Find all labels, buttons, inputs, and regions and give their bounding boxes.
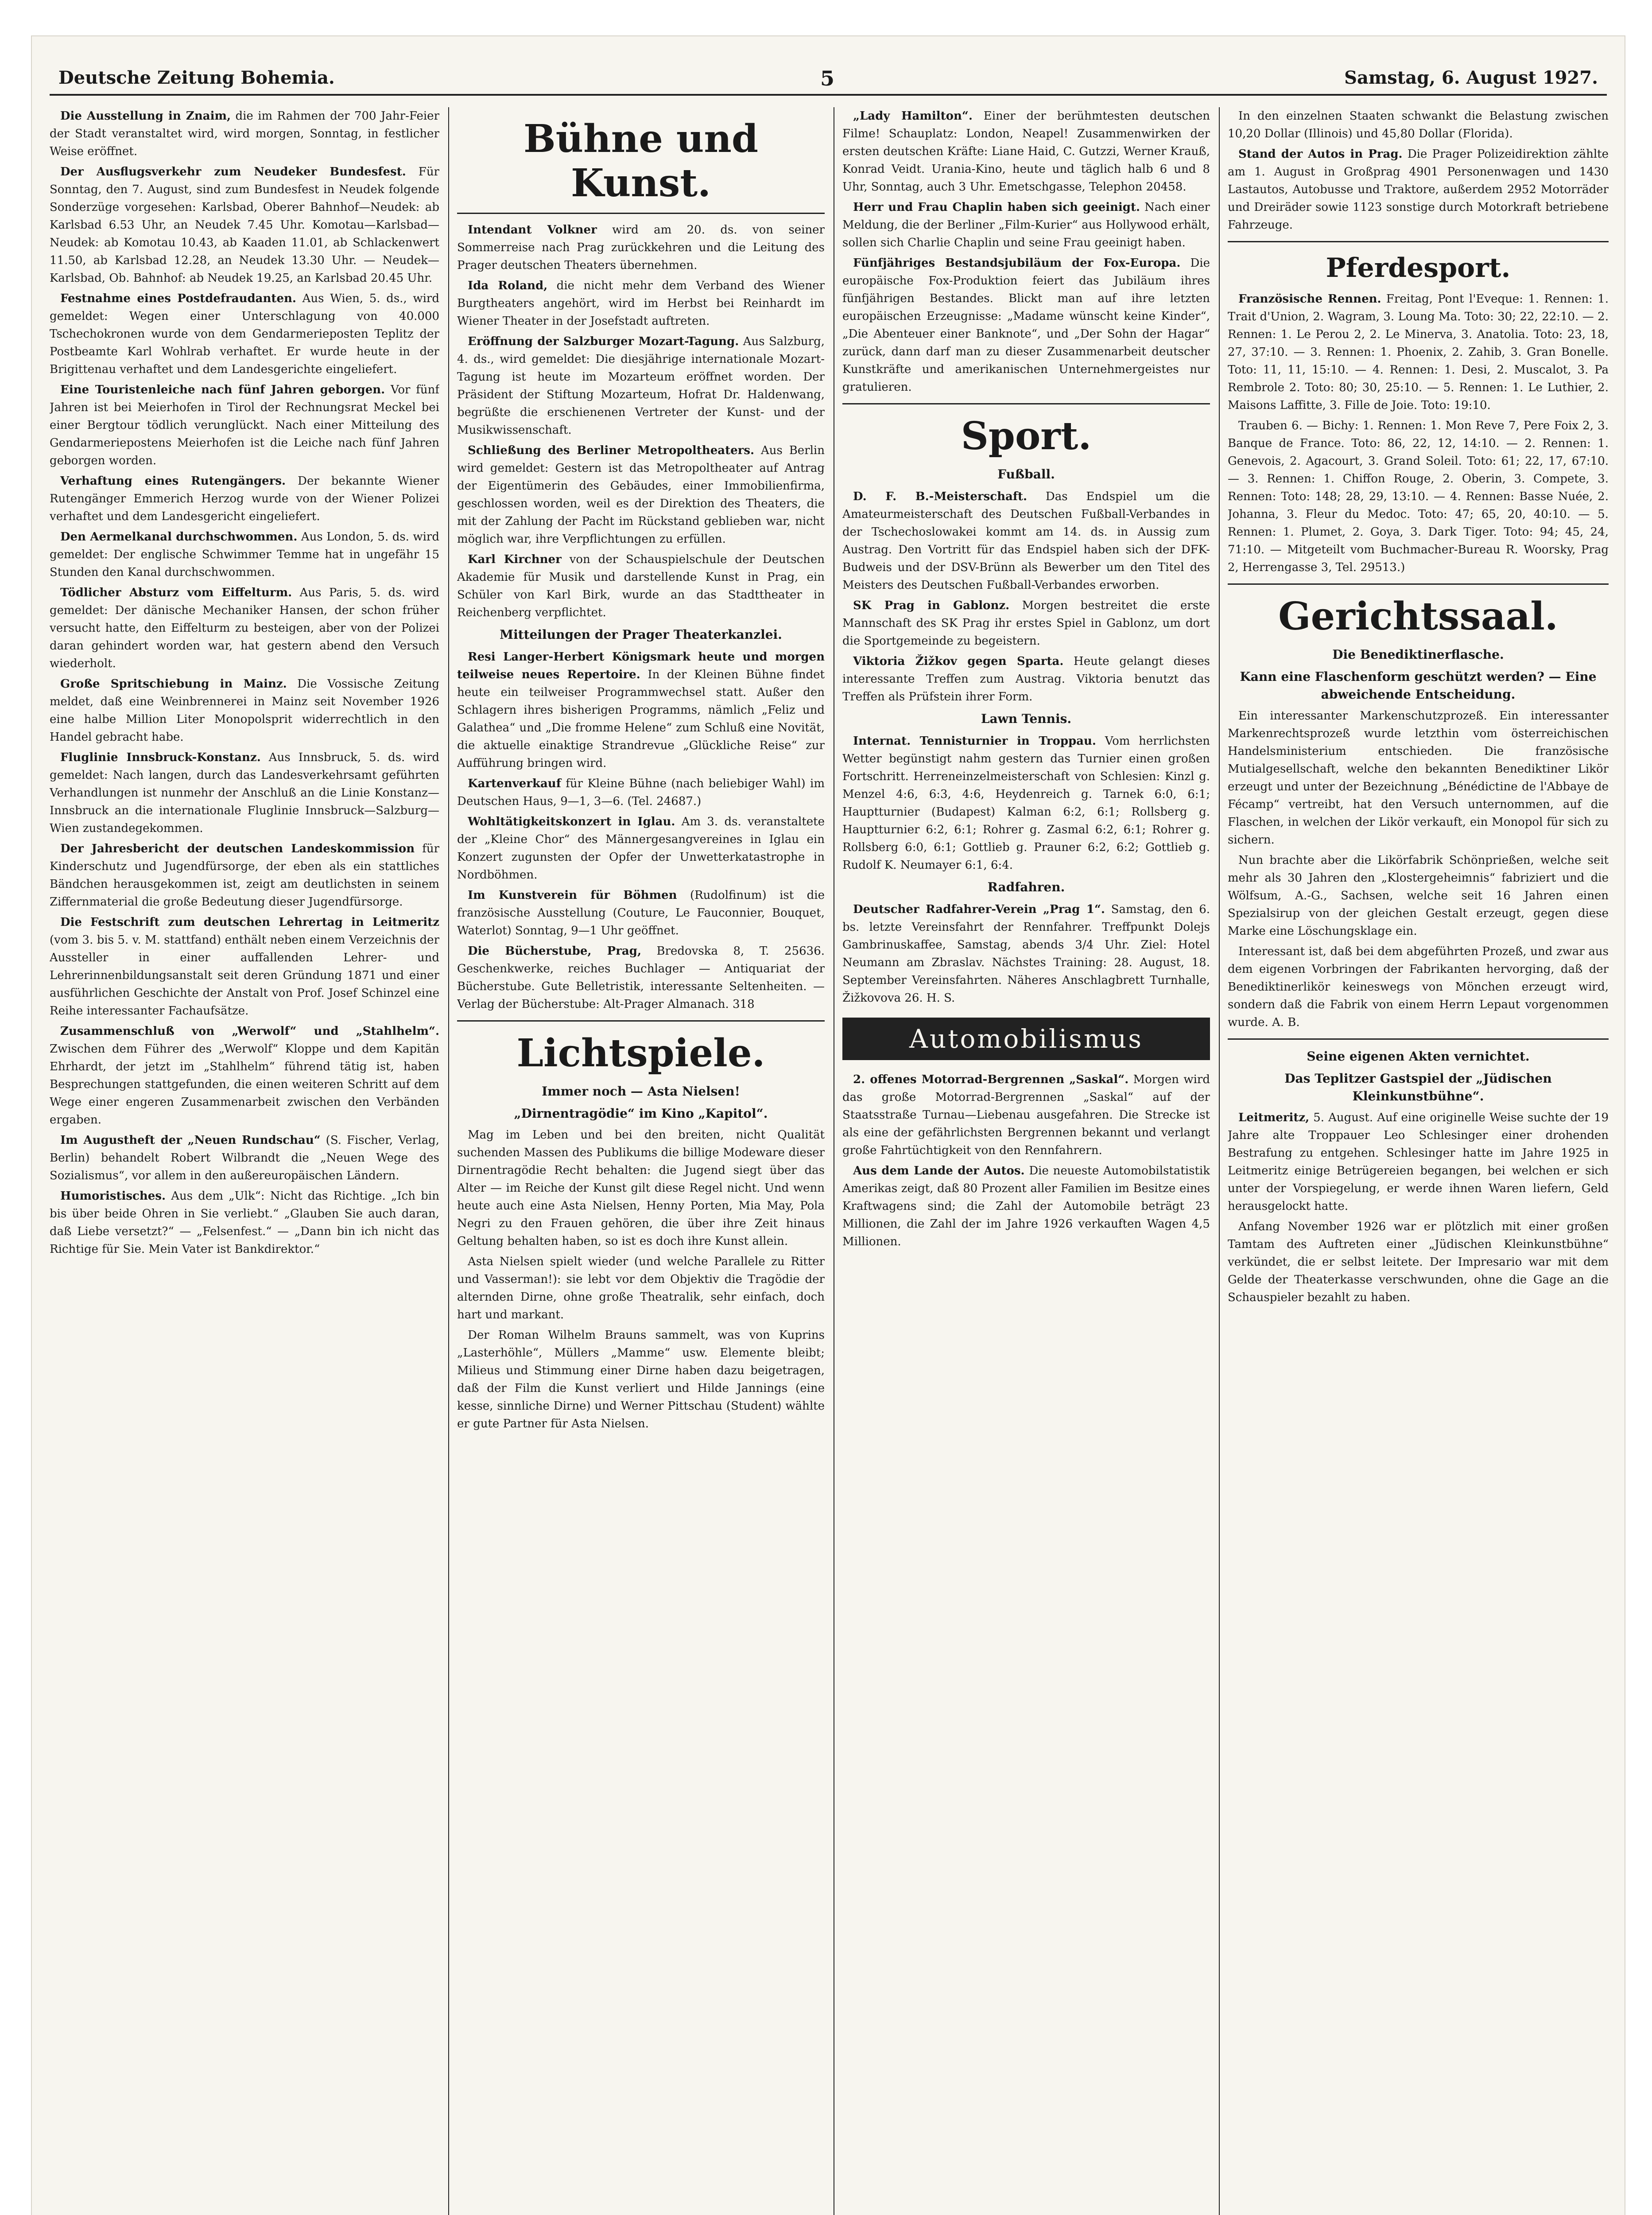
article-paragraph <box>50 1187 439 1258</box>
article-headline: Im Augustheft der „Neuen Rundschau“ <box>60 1134 321 1147</box>
article-text: Die europäische Fox-Produktion feiert das Jubiläum ihres fünfjährigen Bestandes. Blickt man auf ihre letzten europäischen Erzeugnisse: „Madame wünscht keine Kinder“, „Die Abenteuer einer Banknote“, und „Der Sohn der Hagar“ zurück, dann darf man zu dieser Zusammenarbeit deutscher Kunstkräfte und amerikanischen Unternehmergeistes nur gratulieren. <box>842 256 1210 394</box>
court-subheading-2: Kann eine Flaschenform geschützt werden? — Eine abweichende Entscheidung. <box>1240 669 1597 702</box>
article-paragraph <box>1228 1109 1609 1215</box>
divider <box>457 1020 825 1022</box>
column-rule <box>1219 107 1220 2215</box>
files-heading: Seine eigenen Akten vernichtet. <box>1307 1049 1530 1064</box>
article-paragraph <box>457 221 825 274</box>
article-paragraph <box>50 163 439 287</box>
cycling-articles <box>842 901 1210 1007</box>
court-articles <box>1228 707 1609 1031</box>
article-text: Vor fünf Jahren ist bei Meierhofen in Tirol der Rechnungsrat Meckel bei einer Bergtour tödlich verunglückt. Nach einer Mitteilung des Gendarmeriepostens Meierhofen ist die Leiche nach fünf Jahren geborgen worden. <box>50 383 439 467</box>
article-headline: Ida Roland, <box>468 279 548 292</box>
article-paragraph <box>457 442 825 548</box>
article-paragraph <box>457 813 825 884</box>
article-text: Die Vossische Zeitung meldet, daß eine Weinbrennerei in Mainz seit November 1926 eine halbe Million Liter Monopolsprit widerrechtlich in den Handel gebracht habe. <box>50 677 439 744</box>
local-news <box>50 107 439 1258</box>
article-paragraph <box>50 840 439 911</box>
article-paragraph <box>457 1126 825 1250</box>
article-text: Einer der berühmtesten deutschen Filme! Schauplatz: London, Neapel! Zusammenwirken der ersten deutschen Kräfte: Liane Haid, C. Gutzzi, Werner Krauß, Konrad Veidt. Urania-Kino, heute und täglich halb 6 und 8 Uhr, Sonntag, auch 3 Uhr. Emetschgasse, Telephon 20458. <box>842 109 1210 194</box>
article-headline: Der Ausflugsverkehr zum Neudeker Bundesfest. <box>60 165 406 179</box>
film-news <box>842 107 1210 396</box>
article-paragraph <box>457 886 825 940</box>
article-text: Aus Paris, 5. ds. wird gemeldet: Der dänische Mechaniker Hansen, der schon früher versucht hatte, den Eiffelturm zu besteigen, aber von der Polizei daran gehindert worden war, hat gestern abend den Versuch wiederholt. <box>50 586 439 670</box>
article-paragraph <box>457 1253 825 1324</box>
article-text: Aus dem „Ulk“: Nicht das Richtige. „Ich bin bis über beide Ohren in Sie verliebt.“ „Glauben Sie auch daran, daß Liebe versetzt?“ — „Felsenfest.“ — „Dann bin ich nicht das Richtige für Sie. Mein Vater ist Bankdirektor.“ <box>50 1189 439 1256</box>
divider <box>842 403 1210 404</box>
article-headline: Wohltätigkeitskonzert in Iglau. <box>468 815 675 828</box>
article-headline: Die Festschrift zum deutschen Lehrertag in Leitmeritz <box>60 916 439 929</box>
cinema-subheading: Immer noch — Asta Nielsen! <box>542 1084 740 1099</box>
article-headline: Französische Rennen. <box>1238 292 1381 306</box>
column-3 <box>842 107 1210 2215</box>
article-paragraph <box>842 198 1210 252</box>
article-text: Aus Berlin wird gemeldet: Gestern ist das Metropoltheater auf Antrag der Eigentümerin des Gebäudes, einer Immobilienfirma, geschlossen worden, weil es der Direktion des Theaters, die mit der Zahlung der Pacht im Rückstand geblieben war, nicht möglich war, ihre Verpflichtungen zu erfüllen. <box>457 444 825 546</box>
article-text: Für Sonntag, den 7. August, sind zum Bundesfest in Neudek folgende Sonderzüge vorgesehen: Karlsbad, Oberer Bahnhof—Neudek: ab Karlsbad 6.53 Uhr, an Neudek 7.45 Uhr. Komotau—Karlsbad—Neudek: ab Komotau 10.43, ab Kaaden 11.01, ab Schlackenwert 11.50, ab Karlsbad 12.28, an Neudek 13.30 Uhr. — Neudek—Karlsbad, Ob. Bahnhof: ab Neudek 19.25, an Karlsbad 20.45 Uhr. <box>50 165 439 285</box>
article-headline: Große Spritschiebung in Mainz. <box>60 677 287 691</box>
article-paragraph <box>457 277 825 330</box>
article-paragraph <box>50 107 439 160</box>
section-title-court: Gerichtssaal. <box>1278 594 1558 639</box>
article-text: Freitag, Pont l'Eveque: 1. Rennen: 1. Trait d'Union, 2. Wagram, 3. Loung Ma. Toto: 30; 22, 22:10. — 2. Rennen: 1. Le Perou 2, 2. Le Minerva, 3. Anatolia. Toto: 23, 18, 27, 37:10. — 3. Rennen: 1. Phoenix, 2. Zahib, 3. Gran Bonelle. Toto: 11, 11, 15:10. — 4. Rennen: 1. Desi, 2. Muscalot, 3. Pa Rembrole 2. Toto: 80; 30, 25:10. — 5. Rennen: 1. Le Luthier, 2. Maisons Laffitte, 3. Fille de Joie. Toto: 19:10. <box>1228 292 1609 412</box>
divider <box>457 213 825 214</box>
article-paragraph <box>50 1131 439 1185</box>
article-paragraph <box>457 551 825 622</box>
theatre-office-heading: Mitteilungen der Prager Theaterkanzlei. <box>500 627 782 642</box>
article-headline: „Lady Hamilton“. <box>853 109 973 123</box>
article-paragraph <box>457 1326 825 1433</box>
article-paragraph <box>1228 1218 1609 1306</box>
article-headline: Verhaftung eines Rutengängers. <box>60 474 286 488</box>
article-paragraph <box>1228 851 1609 940</box>
newspaper-name: Deutsche Zeitung Bohemia. <box>58 67 335 88</box>
court-subheading: Die Benediktinerflasche. <box>1332 647 1504 662</box>
article-text: Trauben 6. — Bichy: 1. Rennen: 1. Mon Reve 7, Pere Foix 2, 3. Banque de France. Toto: 86, 22, 12, 14:10. — 2. Rennen: 1. Genevois, 2. Agacourt, 3. Grand Soleil. Toto: 61; 22, 17, 67:10. — 3. Rennen: 1. Chiffon Rouge, 2. Oberin, 3. Compete, 3. Rennen: Toto: 148; 28, 29, 13:10. — 4. Rennen: Basse Nuée, 2. Johanna, 3. Fleur du Medoc. Toto: 47; 65, 20, 40:10. — 5. Rennen: 1. Plumet, 2. Goya, 3. Dark Tiger. Toto: 94; 45, 24, 71:10. — Mitgeteilt vom Buchmacher-Bureau R. Woorsky, Prag 2, Herrengasse 3, Tel. 29513.) <box>1228 419 1609 574</box>
section-title-cinema: Lichtspiele. <box>516 1031 765 1076</box>
article-text: Vom herrlichsten Wetter begünstigt nahm gestern das Turnier einen großen Fortschritt. Herreneinzelmeisterschaft von Schlesien: Kinzl g. Menzel 4:6, 6:3, 4:6, Heydenreich g. Tarnek 6:0, 6:1; Hauptturnier (Budapest) Kalman 6:2, 6:1; Rollsberg g. Hauptturnier 6:2, 6:1; Rohrer g. Zasmal 6:2, 6:1; Rohrer g. Rollsberg 6:0, 6:1; Gottlieb g. Prauner 6:2, 6:2; Gottlieb g. Rudolf K. Neumayer 6:1, 6:4. <box>842 734 1210 872</box>
section-title-horse-racing: Pferdesport. <box>1326 253 1511 284</box>
divider <box>1228 1038 1609 1040</box>
article-text: Zwischen dem Führer des „Werwolf“ Kloppe und dem Kapitän Ehrhardt, der jetzt im „Stahlhelm“ führend tätig ist, haben Besprechungen stattgefunden, die einen weiteren Schritt auf dem Wege einer engeren Zusammenarbeit zwischen den Verbänden ergaben. <box>50 1042 439 1127</box>
cinema-subheading-2: „Dirnentragödie“ im Kino „Kapitol“. <box>514 1106 768 1121</box>
article-paragraph <box>842 488 1210 594</box>
article-paragraph <box>50 528 439 581</box>
article-headline: Fünfjähriges Bestandsjubiläum der Fox-Europa. <box>853 256 1181 270</box>
article-text: In den einzelnen Staaten schwankt die Belastung zwischen 10,20 Dollar (Illinois) und 45,80 Dollar (Florida). <box>1228 109 1609 140</box>
article-text: Die Prager Polizeidirektion zählte am 1. August in Großprag 4901 Personenwagen und 1430 Lastautos, Autobusse und Traktore, außerdem 2952 Motorräder und Dreiräder sowie 1123 sonstige durch Motorkraft betriebene Fahrzeuge. <box>1228 148 1609 232</box>
auto-stats <box>1228 107 1609 234</box>
article-headline: Herr und Frau Chaplin haben sich geeinigt. <box>853 201 1140 214</box>
article-text: Der bekannte Wiener Rutengänger Emmerich Herzog wurde von der Wiener Polizei verhaftet und dem Landesgericht eingeliefert. <box>50 474 439 523</box>
article-paragraph <box>457 942 825 1013</box>
tennis-articles <box>842 732 1210 874</box>
running-head <box>50 58 1607 96</box>
divider <box>1228 583 1609 585</box>
article-paragraph <box>50 749 439 837</box>
article-paragraph <box>457 333 825 439</box>
column-1 <box>50 107 439 2215</box>
article-paragraph <box>1228 943 1609 1031</box>
article-headline: D. F. B.-Meisterschaft. <box>853 490 1028 503</box>
article-paragraph <box>50 472 439 525</box>
article-paragraph <box>842 107 1210 196</box>
article-headline: Der Jahresbericht der deutschen Landeskommission <box>60 842 415 855</box>
cycling-heading: Radfahren. <box>987 880 1065 894</box>
article-paragraph <box>50 381 439 470</box>
article-headline: Die Bücherstube, Prag, <box>468 944 642 958</box>
files-subheading: Das Teplitzer Gastspiel der „Jüdischen Kleinkunstbühne“. <box>1284 1071 1552 1104</box>
article-text: Anfang November 1926 war er plötzlich mit einer großen Tamtam des Auftreten einer „Jüdischen Kleinkunstbühne“ verkündet, die er selbst leitete. Der Impresario war mit dem Gelde der Theaterkasse verschwunden, ohne die Gage an die Schauspieler bezahlt zu haben. <box>1228 1220 1609 1304</box>
issue-date: Samstag, 6. August 1927. <box>1344 67 1598 88</box>
article-text: Morgen bestreitet die erste Mannschaft des SK Prag ihr erstes Spiel in Gablonz, um dort die Sportgemeinde zu begeistern. <box>842 599 1210 648</box>
horse-racing-articles <box>1228 290 1609 576</box>
article-headline: Karl Kirchner <box>468 553 562 566</box>
automobilism-articles <box>842 1071 1210 1251</box>
article-headline: Schließung des Berliner Metropoltheaters. <box>468 444 755 457</box>
article-headline: 2. offenes Motorrad-Bergrennen „Saskal“. <box>853 1073 1129 1086</box>
divider <box>1228 241 1609 242</box>
article-headline: Intendant Volkner <box>468 223 597 237</box>
article-headline: Den Aermelkanal durchschwommen. <box>60 530 298 544</box>
article-text: Aus Salzburg, 4. ds., wird gemeldet: Die diesjährige internationale Mozart-Tagung ist heute im Mozarteum eröffnet worden. Der Präsident der Stiftung Mozarteum, Hofrat Dr. Haldenwang, begrüßte die erschienenen Vertreter der Kunst- und der Musikwissenschaft. <box>457 335 825 437</box>
article-paragraph <box>50 913 439 1020</box>
section-title-sport: Sport. <box>961 414 1092 459</box>
article-text: Nach einer Meldung, die der Berliner „Film-Kurier“ aus Hollywood erhält, sollen sich Charlie Chaplin und seine Frau geeinigt haben. <box>842 201 1210 249</box>
article-headline: Kartenverkauf <box>468 777 561 790</box>
article-paragraph <box>1228 145 1609 234</box>
article-text: Nun brachte aber die Likörfabrik Schönprießen, welche seit mehr als 30 Jahren den „Klostergeheimnis“ fabriziert und die Wölfsum, A.-G., Sachsen, welche seit 16 Jahren einen Spezialsirup von der gleichen Gestalt erzeugt, gegen diese Marke eine Löschungsklage ein. <box>1228 854 1609 938</box>
article-paragraph <box>50 290 439 378</box>
article-headline: Zusammenschluß von „Werwolf“ und „Stahlhelm“. <box>60 1025 439 1038</box>
article-headline: Fluglinie Innsbruck-Konstanz. <box>60 751 261 764</box>
article-headline: Die Ausstellung in Znaim, <box>60 109 231 123</box>
article-headline: Eröffnung der Salzburger Mozart-Tagung. <box>468 335 739 348</box>
article-paragraph <box>1228 417 1609 576</box>
article-text: (S. Fischer, Verlag, Berlin) behandelt Robert Wilbrandt die „Neuen Wege des Sozialismus“, vor allem in den außereuropäischen Ländern. <box>50 1134 439 1182</box>
article-text: wird am 20. ds. von seiner Sommerreise nach Prag zurückkehren und die Leitung des Prager deutschen Theaters übernehmen. <box>457 223 825 272</box>
article-text: für Kinderschutz und Jugendfürsorge, der eben als ein stattliches Bändchen herausgekommen ist, zeigt am deutlichsten in seinem Ziffernmaterial die große Bedeutung dieser Jugendfürsorge. <box>50 842 439 909</box>
article-paragraph <box>842 901 1210 1007</box>
article-paragraph <box>1228 290 1609 414</box>
article-text: Aus Wien, 5. ds., wird gemeldet: Wegen einer Unterschlagung von 40.000 Tschechokronen wurde von dem Gendarmerieposten Teplitz der Postbeamte Karl Wohlrab verhaftet. Er wurde heute in der Brigittenau verhaftet und dem Landesgerichte eingeliefert. <box>50 292 439 376</box>
article-text: Aus Innsbruck, 5. ds. wird gemeldet: Nach langen, durch das Landesverkehrsamt geführten Verhandlungen ist nunmehr der Anschluß an die Linie Konstanz—Innsbruck an die internationale Fluglinie Innsbruck—Salzburg—Wien zustandegekommen. <box>50 751 439 835</box>
article-headline: Aus dem Lande der Autos. <box>853 1164 1025 1177</box>
article-text: Mag im Leben und bei den breiten, nicht Qualität suchenden Massen des Publikums die billige Modeware dieser Dirnentragödie Recht behalten: die Jugend siegt über das Alter — im Reiche der Kunst gilt diese Regel nicht. Und wenn heute auch eine Asta Nielsen, Henny Porten, Mia May, Pola Negri zu den Frauen gehören, die über ihre Zeit hinaus Geltung behalten haben, so ist es doch ihre Kunst allein. <box>457 1128 825 1248</box>
article-text: In der Kleinen Bühne findet heute ein teilweiser Programmwechsel statt. Außer den Schlagern ihres bisherigen Programms, nämlich „Feliz und Galathea“ und „Die fromme Helene“ zum Schluß eine Novität, die aktuelle einaktige Strandrevue „Glückliche Reise“ zur Aufführung bringen wird. <box>457 668 825 770</box>
column-2 <box>457 107 825 2215</box>
article-text: Aus London, 5. ds. wird gemeldet: Der englische Schwimmer Temme hat in ungefähr 15 Stunden den Kanal durchschwommen. <box>50 530 439 579</box>
article-text: Ein interessanter Markenschutzprozeß. Ein interessanter Markenrechtsprozeß wurde letzthin vom österreichischen Handelsministerium entschieden. Die französische Mutialgesellschaft, welche den bekannten Benediktiner Likör erzeugt und unter der Bezeichnung „Bénédictine de l'Abbaye de Fécamp“ vertreibt, hat den Versuch unternommen, auf die Flaschen, in welchen der Likör verkauft, ein Monopol für sich zu sichern. <box>1228 709 1609 847</box>
article-text: Das Endspiel um die Amateurmeisterschaft des Deutschen Fußball-Verbandes in der Tschechoslowakei kommt am 14. ds. in Aussig zum Austrag. Den Vortritt für das Endspiel haben sich der DFK-Budweis und der DSV-Brünn als Bewerber um den Titel des Meisters des Deutschen Fußball-Verbandes erworben. <box>842 490 1210 592</box>
article-text: 5. August. Auf eine originelle Weise suchte der 19 Jahre alte Troppauer Leo Schlesinger einer drohenden Bestrafung zu entgehen. Schlesinger hatte im Jahre 1925 in Leitmeritz einige Betrügereien begangen, bei welchen er sich unter der Vorspiegelung, er werde ihnen Waren liefern, Geld herausgelockt hatte. <box>1228 1111 1609 1213</box>
article-paragraph <box>457 775 825 810</box>
article-paragraph <box>842 597 1210 650</box>
article-headline: Humoristisches. <box>60 1189 166 1203</box>
article-text: Heute gelangt dieses interessante Treffen zum Austrag. Viktoria benutzt das Treffen als Prüfstein ihrer Form. <box>842 655 1210 703</box>
page-number: 5 <box>820 66 835 90</box>
article-paragraph <box>842 254 1210 396</box>
article-paragraph <box>842 1071 1210 1159</box>
article-text: Bredovska 8, T. 25636. Geschenkwerke, reiches Buchlager — Antiquariat der Bücherstube. Gute Belletristik, interessante Seltenheiten. — Verlag der Bücherstube: Alt-Prager Almanach. 318 <box>457 944 825 1011</box>
files-articles <box>1228 1109 1609 1306</box>
article-headline: Leitmeritz, <box>1238 1111 1310 1124</box>
article-headline: Deutscher Radfahrer-Verein „Prag 1“. <box>853 903 1105 916</box>
column-4 <box>1228 107 1609 2215</box>
article-paragraph <box>50 675 439 746</box>
article-text: Interessant ist, daß bei dem abgeführten Prozeß, und zwar aus dem eigenen Vorbringen der Fabrikanten hervorging, daß der Benediktinerlikör keineswegs von Mönchen erzeugt wird, sondern daß die Fabrik von einem Herrn Lepaut vorgenommen wurde. A. B. <box>1228 945 1609 1029</box>
article-headline: Stand der Autos in Prag. <box>1238 148 1403 161</box>
cinema-articles <box>457 1126 825 1433</box>
article-paragraph <box>457 648 825 772</box>
article-text: Samstag, den 6. bs. letzte Vereinsfahrt der Rennfahrer. Treffpunkt Dolejs Gambrinuskaffee, Samstag, abends 3/4 Uhr. Ziel: Hotel Neumann am Zbraslav. Nächstes Training: 28. August, 18. September Vereinsfahrten. Näheres Anschlagbrett Turnhalle, Žižkovova 26. H. S. <box>842 903 1210 1005</box>
article-text: die im Rahmen der 700 Jahr-Feier der Stadt veranstaltet wird, wird morgen, Sonntag, in festlicher Weise eröffnet. <box>50 109 439 158</box>
article-text: die nicht mehr dem Verband des Wiener Burgtheaters angehört, wird im Herbst bei Reinhardt im Wiener Theater in der Josefstadt auftreten. <box>457 279 825 328</box>
stage-art-articles <box>457 221 825 622</box>
article-text: (Rudolfinum) ist die französische Ausstellung (Couture, Le Fauconnier, Bouquet, Waterlot) Sonntag, 9—1 Uhr geöffnet. <box>457 889 825 937</box>
article-text: von der Schauspielschule der Deutschen Akademie für Musik und darstellende Kunst in Prag, ein Schüler von Karl Birk, wurde an das Stadttheater in Reichenberg verpflichtet. <box>457 553 825 619</box>
article-text: Morgen wird das große Motorrad-Bergrennen „Saskal“ auf der Staatsstraße Turnau—Liebenau ausgefahren. Die Strecke ist als eine der gefährlichsten Bergrennen bekannt und verlangt große Fahrtüchtigkeit von den Rennfahrern. <box>842 1073 1210 1157</box>
football-heading: Fußball. <box>997 467 1055 482</box>
article-text: (vom 3. bis 5. v. M. stattfand) enthält neben einem Verzeichnis der Aussteller in einer auffallenden Lehrer- und Lehrerinnenbildungsanstalt seit deren Gründung 1871 und einer ausführlichen Geschichte der Anstalt von Prof. Josef Schinzel eine Reihe interessanter Fachaufsätze. <box>50 933 439 1018</box>
article-headline: Viktoria Žižkov gegen Sparta. <box>853 655 1064 668</box>
article-paragraph <box>842 653 1210 706</box>
article-headline: SK Prag in Gablonz. <box>853 599 1010 612</box>
section-title-automobilism: Automobilismus <box>842 1018 1210 1060</box>
article-paragraph <box>50 584 439 672</box>
article-text: Am 3. ds. veranstaltete der „Kleine Chor“ des Männergesangvereines in Iglau ein Konzert zugunsten der Opfer der Unwetterkatastrophe in Nordböhmen. <box>457 815 825 882</box>
article-text: für Kleine Bühne (nach beliebiger Wahl) im Deutschen Haus, 9—1, 3—6. (Tel. 24687.) <box>457 777 825 808</box>
article-text: Asta Nielsen spielt wieder (und welche Parallele zu Ritter und Vasserman!): sie lebt vor dem Objektiv die Tragödie der alternden Dirne, ohne große Theatralik, sehr einfach, doch hart und markant. <box>457 1255 825 1321</box>
article-text: Die neueste Automobilstatistik Amerikas zeigt, daß 80 Prozent aller Familien im Besitze eines Kraftwagens sind; die Zahl der Automobile beträgt 23 Millionen, die Zahl der im Jahre 1926 verkauften Wagen 4,5 Millionen. <box>842 1164 1210 1248</box>
football-articles <box>842 488 1210 706</box>
article-headline: Im Kunstverein für Böhmen <box>468 889 677 902</box>
column-rule <box>448 107 449 2215</box>
newspaper-page <box>31 35 1625 2215</box>
tennis-heading: Lawn Tennis. <box>981 711 1072 726</box>
article-headline: Festnahme eines Postdefraudanten. <box>60 292 296 305</box>
article-paragraph <box>842 1162 1210 1251</box>
section-title-stage-art: Bühne und Kunst. <box>523 117 759 206</box>
article-paragraph <box>1228 707 1609 849</box>
article-headline: Resi Langer-Herbert Königsmark heute und morgen teilweise neues Repertoire. <box>457 650 825 681</box>
article-headline: Tödlicher Absturz vom Eiffelturm. <box>60 586 292 599</box>
article-paragraph <box>842 732 1210 874</box>
article-text: Der Roman Wilhelm Brauns sammelt, was von Kuprins „Lasterhöhle“, Müllers „Mamme“ usw. Elemente bleibt; Milieus und Stimmung einer Dirne haben dazu beigetragen, daß der Film die Kunst verliert und Hilde Jannings (eine kesse, sinnliche Dirne) und Werner Pittschau (Student) wählte er gute Partner für Asta Nielsen. <box>457 1329 825 1430</box>
article-paragraph <box>1228 107 1609 143</box>
article-headline: Internat. Tennisturnier in Troppau. <box>853 734 1096 748</box>
article-headline: Eine Touristenleiche nach fünf Jahren geborgen. <box>60 383 385 396</box>
article-paragraph <box>50 1022 439 1129</box>
theatre-office-articles <box>457 648 825 1013</box>
